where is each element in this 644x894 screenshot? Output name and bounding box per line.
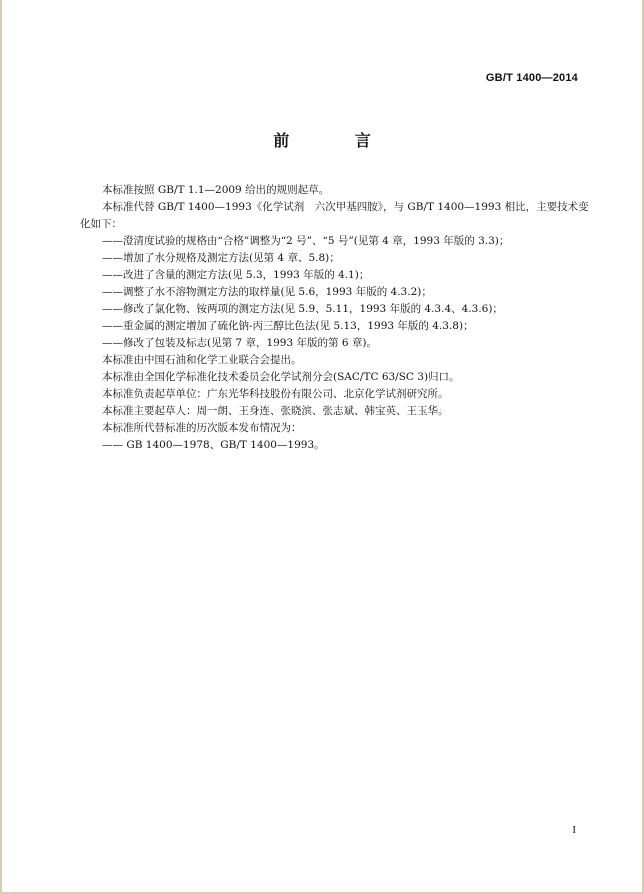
change-item: ——修改了包装及标志(见第 7 章，1993 年版的第 6 章)。: [102, 337, 377, 349]
paragraph-previous-editions: 本标准所代替标准的历次版本发布情况为：: [102, 422, 302, 434]
foreword-body: [80, 182, 592, 454]
previous-edition-item: —— GB 1400—1978、GB/T 1400—1993。: [102, 439, 325, 451]
change-item: ——增加了水分规格及测定方法(见第 4 章、5.8)；: [102, 252, 340, 264]
paragraph-administered-by: 本标准由全国化学标准化技术委员会化学试剂分会(SAC/TC 63/SC 3)归口。: [102, 371, 460, 383]
paragraph-proposed-by: 本标准由中国石油和化学工业联合会提出。: [102, 354, 302, 366]
document-page: [2, 0, 642, 892]
paragraph-replaces: 本标准代替 GB/T 1400—1993《化学试剂 六次甲基四胺》，与 GB/T 1400—1993 相比，主要技术变化如下：: [80, 201, 589, 230]
change-item: ——调整了水不溶物测定方法的取样量(见 5.6，1993 年版的 4.3.2)；: [102, 286, 432, 298]
paragraph-drafting-rules: 本标准按照 GB/T 1.1—2009 给出的规则起草。: [102, 184, 330, 196]
change-item: ——修改了氯化物、铵两项的测定方法(见 5.9、5.11，1993 年版的 4.3.4、4.3.6)；: [102, 303, 503, 315]
page-title: 前 言: [273, 131, 401, 150]
change-item: ——澄清度试验的规格由“合格”调整为“2 号”、“5 号”(见第 4 章，1993 年版的 3.3)；: [102, 235, 510, 247]
standard-code: GB/T 1400—2014: [485, 72, 578, 84]
change-item: ——重金属的测定增加了硫化钠-丙三醇比色法(见 5.13，1993 年版的 4.3.8)；: [102, 320, 474, 332]
page-number: I: [572, 824, 576, 836]
paragraph-drafters: 本标准主要起草人：周一朗、王身连、张晓滨、张志斌、韩宝英、王玉华。: [102, 405, 449, 417]
paragraph-drafting-units: 本标准负责起草单位：广东光华科技股份有限公司、北京化学试剂研究所。: [102, 388, 449, 400]
change-item: ——改进了含量的测定方法(见 5.3，1993 年版的 4.1)；: [102, 269, 370, 281]
